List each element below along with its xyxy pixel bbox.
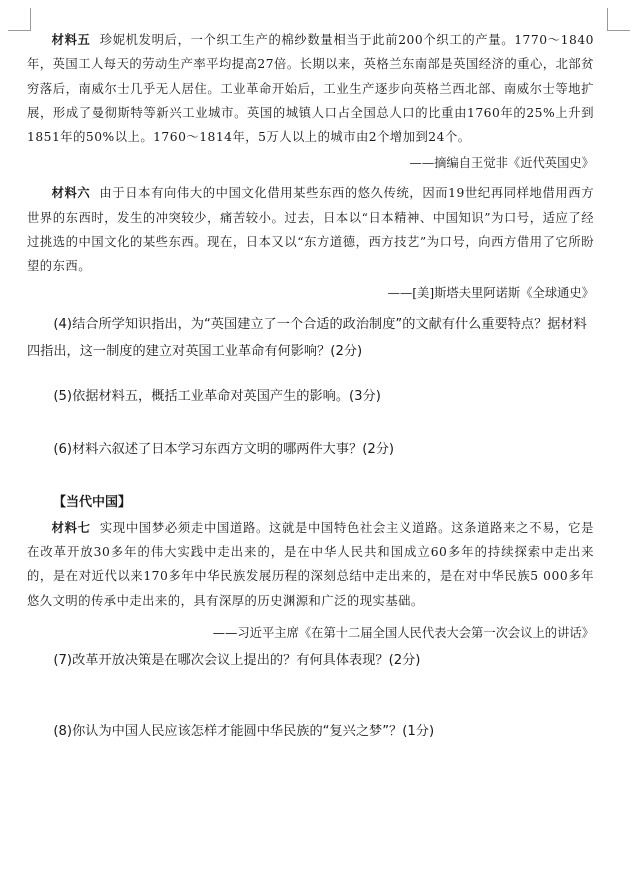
document-page [27, 28, 594, 745]
material-seven-text: 实现中国梦必须走中国道路。这就是中国特色社会主义道路。这条道路来之不易，它是在改革开放30多年的伟大实践中走出来的，是在中华人民共和国成立60多年的持续探索中走出来的，是在对近代以来170多年中华民族发展历程的深刻总结中走出来的，是在对中华民族5 000多年悠久文明的传承中走出来的，具有深厚的历史渊源和广泛的现实基础。 [27, 520, 594, 608]
material-five-paragraph [27, 28, 594, 149]
question-4-text: (4)结合所学知识指出，为“英国建立了一个合适的政治制度”的文献有什么重要特点？据材料四指出，这一制度的建立对英国工业革命有何影响？(2分) [27, 316, 587, 359]
material-seven-paragraph [27, 516, 594, 613]
material-six-text: 由于日本有向伟大的中国文化借用某些东西的悠久传统，因而19世纪再同样地借用西方世界的东西时，发生的冲突较少，痛苦较小。过去，日本以“日本精神、中国知识”为口号，适应了经过挑选的中国文化的某些东西。现在，日本又以“东方道德，西方技艺”为口号，向西方借用了它所盼望的东西。 [27, 186, 594, 274]
material-five-source: ——摘编自王觉非《近代英国史》 [409, 156, 594, 171]
question-8: (8)你认为中国人民应该怎样才能圆中华民族的“复兴之梦”？(1分) [53, 723, 435, 739]
section-title-contemporary-china: 【当代中国】 [53, 494, 132, 510]
question-5: (5)依据材料五，概括工业革命对英国产生的影响。(3分) [53, 388, 381, 404]
page-corner-mark-right [607, 8, 630, 31]
question-4 [27, 311, 594, 365]
material-six-label: 材料六 [51, 185, 91, 201]
question-7: (7)改革开放决策是在哪次会议上提出的？有何具体表现？(2分) [53, 652, 421, 668]
material-five-label: 材料五 [51, 32, 91, 47]
material-seven-label: 材料七 [51, 519, 91, 535]
question-6: (6)材料六叙述了日本学习东西方文明的哪两件大事？(2分) [53, 441, 395, 457]
material-six-paragraph [27, 181, 594, 278]
material-six-source: ——[美]斯塔夫里阿诺斯《全球通史》 [387, 285, 594, 300]
material-five-text: 珍妮机发明后，一个织工生产的棉纱数量相当于此前200个织工的产量。1770～1840年，英国工人每天的劳动生产率平均提高27倍。长期以来，英格兰东南部是英国经济的重心，北部贫穷落后，南威尔士几乎无人居住。工业革命开始后，工业生产逐步向英格兰西北部、南威尔士等地扩展，形成了曼彻斯特等新兴工业城市。英国的城镇人口占全国总人口的比重由1760年的25%上升到1851年的50%以上。1760～1814年，5万人以上的城市由2个增加到24个。 [27, 33, 594, 145]
material-seven-source: ——习近平主席《在第十二届全国人民代表大会第一次会议上的讲话》 [212, 625, 594, 640]
